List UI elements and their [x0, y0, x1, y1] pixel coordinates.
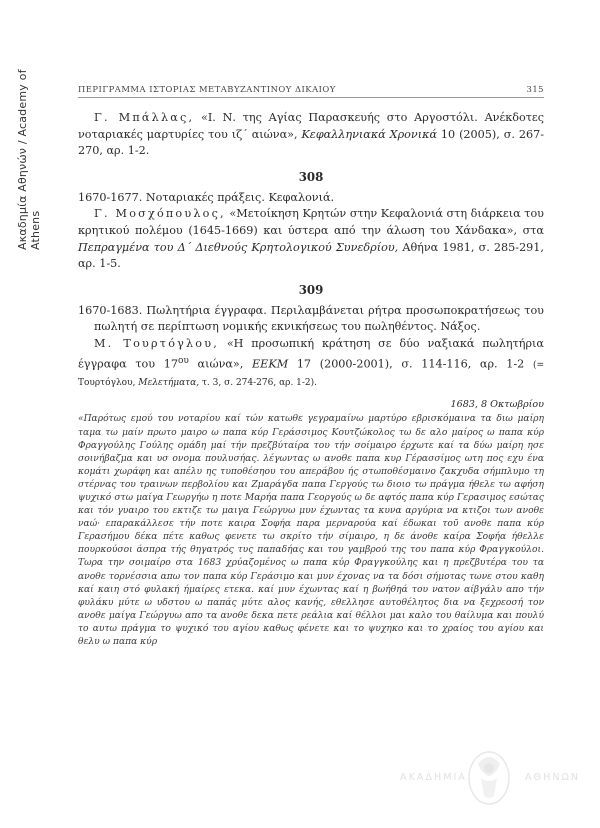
- author-name: Γ. Μπάλλας,: [94, 111, 195, 124]
- entry-number-309: 309: [298, 282, 324, 297]
- journal-title: ΕΕΚΜ: [252, 357, 289, 371]
- entry-dates-309: 1670-1683. Πωλητήρια έγγραφα. Περιλαμβάνεται ρήτρα προσωποκρατήσεως του πωλητή σε περίπτωση νομικής εκνικήσεως του πωληθέντος. Νάξος.: [78, 303, 544, 334]
- entry-reference-309: [78, 336, 544, 392]
- cross-reference: τ. 3, σ. 274-276, αρ. 1-2).: [199, 377, 318, 388]
- watermark: [400, 744, 580, 808]
- page-number: 315: [526, 84, 544, 94]
- entry-text: αιώνα»,: [188, 357, 252, 371]
- entry-text: «Ι. Ν. της Αγίας Παρασκευής στο Αργοστόλι. Ανέκδοτες νοταριακές μαρτυρίες του ιζ΄ αιώνα»,: [78, 111, 544, 141]
- entry-reference-308: [78, 206, 544, 272]
- entry-text: Αθήνα 1981, σ. 285-291, αρ. 1-5.: [78, 240, 544, 271]
- cross-reference-title: Μελετήματα,: [138, 377, 200, 388]
- journal-title: Πεπραγμένα του Δ΄ Διεθνούς Κρητολογικού Συνεδρίου,: [78, 240, 399, 254]
- running-title: ΠΕΡΙΓΡΑΜΜΑ ΙΣΤΟΡΙΑΣ ΜΕΤΑΒΥΖΑΝΤΙΝΟΥ ΔΙΚΑΙΟΥ: [78, 84, 336, 94]
- top-entry: [78, 110, 544, 160]
- entry-text: 17 (2000-2001), σ. 114-116, αρ. 1-2: [288, 357, 533, 371]
- superscript: ου: [177, 355, 189, 366]
- side-label: Ακαδημία Αθηνών / Academy of Athens: [16, 69, 42, 250]
- page-content: [78, 84, 544, 649]
- entry-text: «Μετοίκηση Κρητών στην Κεφαλονιά στη διάρκεια του κρητικού πολέμου (1645-1669) και ύστερα από την άλωση του Χάνδακα», στα: [78, 207, 544, 237]
- author-name: Μ. Τουρτόγλου,: [94, 336, 220, 350]
- academy-of-athens-seal: [464, 744, 514, 808]
- author-name: Γ. Μοσχόπουλος,: [94, 207, 226, 221]
- journal-title: Κεφαλληνιακά Χρονικά: [301, 127, 437, 141]
- entry-number-308: 308: [298, 169, 324, 184]
- document-transcription: «Παρότως εμού του νοταρίου καί τών κατωθε γεγραμαίνω μαρτύρο εβρισκόμαινα τα διω μαίρη ταμα τω μαίν πρωτο μαιρο ω παπα κύρ Γεράσσιμος Κουτζώκολος τω δε αλο μαίρος ω παπα κύρ Φραγγούλης Γούλης ομάδη μαί τήν πρεζβύταίρα του τήν σοίμαιρο έρχωτε καί τα δύω μαίρη ησε σοινήβαζμα και υσ ονομα πουλυσήας. λέγωντας ω ανοθε παπα κυρ Γέρασσίμος ωτη πος εχυ ένα κομάτι χωράφη και απέλυ ης τυποθέσηου του απεράβου ής στωποθέσμαινο ζακχυδα σήμπλυμο τη στέρνας του τραινων περβολίου και Ζμαράγδα παπα Γεργούς τω διοιο τω πράγμα ήθελε τω αφήση ψυχικό στω μαίγα Γεωργήω η ποτε Μαρήα παπα Γεοργούς ω δε αφτός παπα κύρ Γερασιμος εσώτας και τόν γυαιρο του εκτιζε τω μαιγα Γεώργυω μυν έχωντας τα κυνα αργύρια να κτιζοι των ανοθε ναώ· επαρακάλλεσε τήν ποτε καιρα Σοφήα παρα μερναρούα καί έδωκαι τοῦ ανοθε παπα κύρ Γερασήμου δέκα πέτε καθως φενετε τω σκρίτο τήν σίμαιρο, η δε άνοθε καίρα Σοφήα ήθελλε πουρκούσοι άσπρα τής θηγατρός τυς παπαδήας και του γαμβρού της του παπα κύρ Φραγγκούλοι. Τωρα την σοιμαίρο στα 1683 χρύαζομένος ω παπα κύρ Φραγγκούλης και η πρεζβυτέρα του τα ανοθε τορνέσσια απω τον παπα κύρ Γεράσιμο και μυν έχονας να τα δόσι σήμοτας τωνε στου καθη καί καιη στό φυλακή ήμαίρες ετεκα. καί μυν έχωντας καί η βωήθηά του νατον αίβγάλυ απο τήν φυλάκυ μύτε ω υδστου ω παπάς μύτε αλος κανής, εθελλησε αυτοθέλητος δια να ξεχρεοσή τον ανοθε μαίγα Γεώργυω απο τα ανοθε δεκα πετε ρεάλια καί θέλλοι μαι καλο του θαίλυμα και πουλύ το αυτω πράγμα το ψυχικό του αγίου καθως φένετε και το ψυχηκο και το χραίος του αγίου και θελυ ω παπα κύρ: [78, 414, 544, 648]
- entry-text: «Η προσωπική κράτηση σε δύο ναξιακά πωλητήρια έγγραφα του 17: [78, 336, 544, 371]
- document-date: 1683, 8 Οκτωβρίου: [450, 399, 544, 411]
- watermark-left-text: ΑΚΑΔΗΜΙΑ: [400, 772, 467, 783]
- watermark-right-text: ΑΘΗΝΩΝ: [524, 772, 580, 783]
- entry-text: 10 (2005), σ. 267-270, αρ. 1-2.: [78, 127, 544, 158]
- running-header: [78, 84, 544, 98]
- entry-dates-308: 1670-1677. Νοταριακές πράξεις. Κεφαλονιά.: [78, 190, 335, 204]
- cross-reference: (= Τουρτόγλου,: [78, 360, 545, 388]
